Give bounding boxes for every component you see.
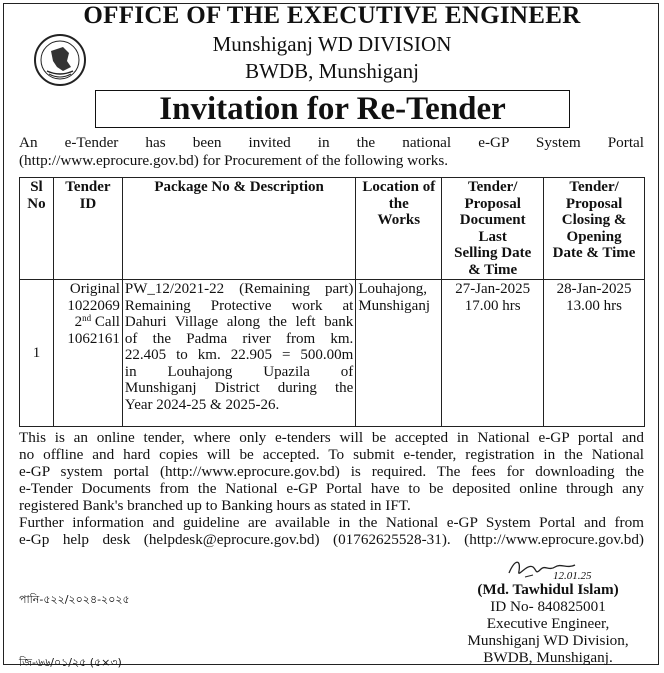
col-header-tender-id: Tender ID [53, 178, 122, 280]
cell-sl: 1 [20, 280, 54, 427]
office-title: OFFICE OF THE EXECUTIVE ENGINEER [83, 2, 581, 29]
division-name: Munshiganj WD DIVISION [212, 32, 452, 56]
signatory-block [455, 581, 641, 666]
col-header-closing-date: Tender/ Proposal Closing & Opening Date & Time [544, 178, 645, 280]
tender-table [19, 177, 645, 427]
memo-number: পানি-৫২২/২০২৪-২০২৫ [19, 593, 130, 606]
cell-selling-date: 27-Jan-2025 17.00 hrs [442, 280, 544, 427]
col-header-selling-date: Tender/ Proposal Document Last Selling Date & Time [442, 178, 544, 280]
intro-line-2: (http://www.eprocure.gov.bd) for Procurement of the following works. [19, 152, 449, 169]
signatory-name: (Md. Tawhidul Islam) [477, 581, 619, 598]
signatory-division: Munshiganj WD Division, [467, 632, 629, 649]
cell-package-description: PW_12/2021-22 (Remaining part) Remaining Protective work at Dahuri Village along the left bank of the Padma river from km. 22.405 to km. 22.905 = 500.00m in Louhajong Upazila of Munshiganj District during the Year 2024-25 & 2025-26. [122, 280, 355, 427]
cell-closing-date: 28-Jan-2025 13.00 hrs [544, 280, 645, 427]
signatory-id: ID No- 840825001 [490, 598, 606, 615]
signatory-title: Executive Engineer, [486, 615, 610, 632]
col-header-sl: Sl No [20, 178, 54, 280]
table-header-row [20, 178, 645, 280]
col-header-package: Package No & Description [122, 178, 355, 280]
intro-line-1: An e-Tender has been invited in the national e-GP System Portal [19, 134, 644, 151]
table-row [20, 280, 645, 427]
cell-tender-id: Original 1022069 2nd Call 1062161 [53, 280, 122, 427]
further-info-paragraph: Further information and guideline are available in the National e-GP System Portal and from e-Gp help desk (helpdesk@eprocure.gov.bd) (01762625528-31). (http://www.eprocure.gov.bd) [19, 514, 644, 548]
cell-location: Louhajong, Munshiganj [356, 280, 442, 427]
online-tender-paragraph: This is an online tender, where only e-tenders will be accepted in National e-GP portal and no offline and hard copies will be accepted. To submit e-tender, registration in the National e-GP system portal (http://www.eprocure.gov.bd) is required. The fees for downloading the e-Tender Documents from the National e-GP Portal have to be deposited online through any registered Bank's branched up to Banking hours as stated in IFT. [19, 429, 644, 514]
gd-number: জি-৬৬/০১/২৫ (৫×৩) [19, 656, 122, 669]
col-header-location: Location of the Works [356, 178, 442, 280]
notice-title: Invitation for Re-Tender [95, 90, 570, 128]
organization-name: BWDB, Munshiganj [245, 59, 419, 83]
signature-date: 12.01.25 [553, 570, 592, 582]
signatory-org: BWDB, Munshiganj. [483, 649, 613, 666]
